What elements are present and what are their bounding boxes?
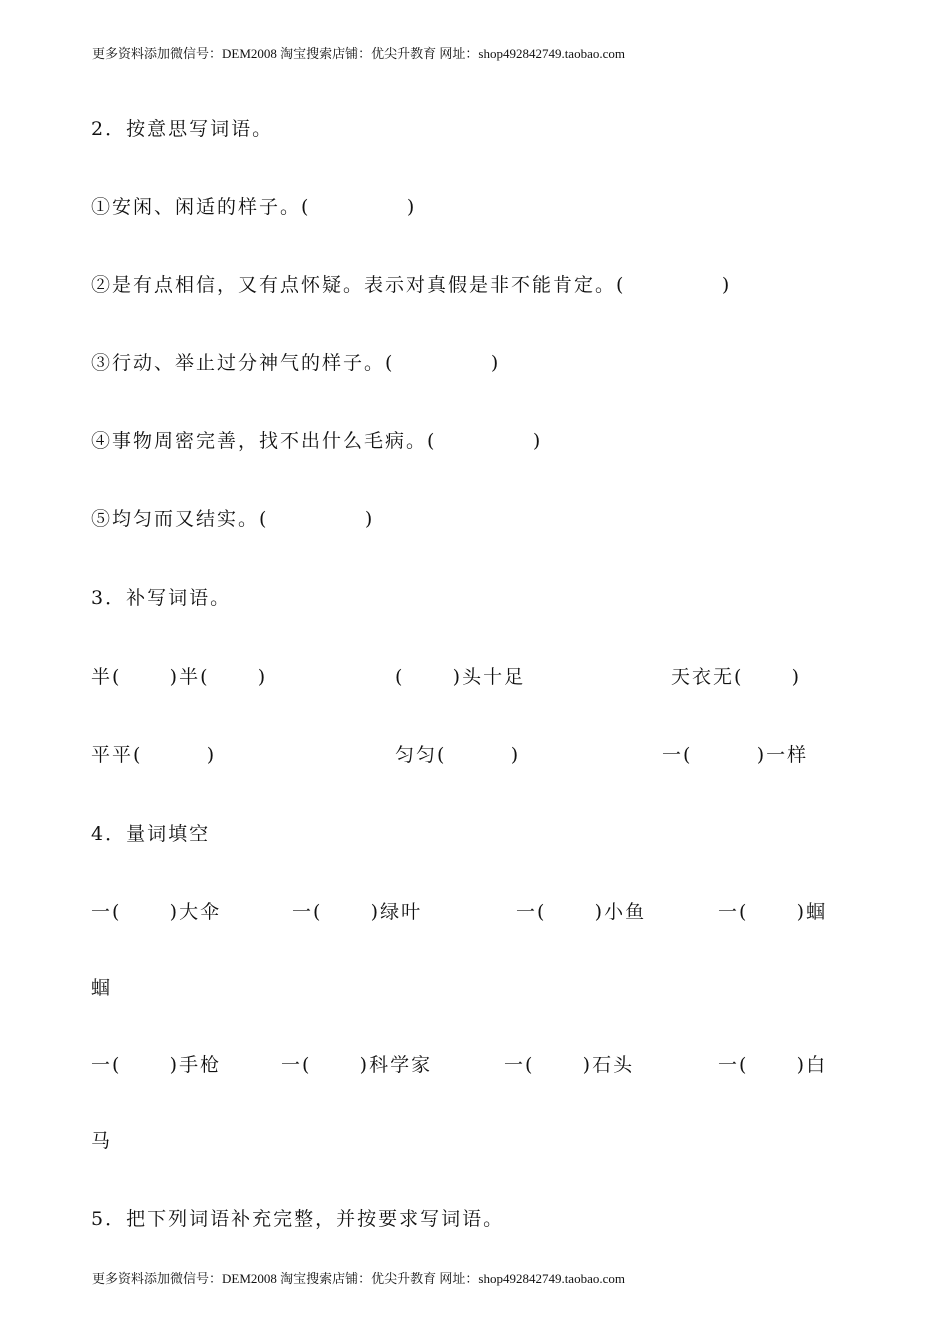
q2-item-5: ⑤均匀而又结实。( ) <box>91 508 375 530</box>
q5-title: 5．把下列词语补充完整，并按要求写词语。 <box>91 1208 505 1230</box>
q3-blank-5: 匀匀( ) <box>395 744 521 766</box>
q4-title: 4．量词填空 <box>91 823 211 845</box>
q4-row-2 <box>0 1050 950 1076</box>
q3-blank-2: ( )头十足 <box>395 666 526 688</box>
q4-blank-7: 一( )石头 <box>504 1054 635 1076</box>
q4-blank-3: 一( )小鱼 <box>516 901 647 923</box>
q3-row-1 <box>0 662 950 688</box>
q4-blank-6: 一( )科学家 <box>281 1054 433 1076</box>
q4-blank-4: 一( )蝈 <box>718 901 828 923</box>
q4-blank-2: 一( )绿叶 <box>292 901 423 923</box>
q4-blank-5: 一( )手枪 <box>91 1054 222 1076</box>
q3-blank-1: 半( )半( ) <box>91 666 268 688</box>
q2-item-2: ②是有点相信，又有点怀疑。表示对真假是非不能肯定。( ) <box>91 274 732 296</box>
q4-blank-8: 一( )白 <box>718 1054 828 1076</box>
q4-row-2-wrap: 马 <box>91 1130 113 1152</box>
q3-blank-6: 一( )一样 <box>662 744 809 766</box>
q3-blank-3: 天衣无( ) <box>671 666 802 688</box>
q4-row-1-wrap: 蝈 <box>91 977 113 999</box>
q2-item-3: ③行动、举止过分神气的样子。( ) <box>91 352 501 374</box>
q3-row-2 <box>0 740 950 766</box>
q2-item-1: ①安闲、闲适的样子。( ) <box>91 196 417 218</box>
page-footer: 更多资料添加微信号：DEM2008 淘宝搜索店铺：优尖升教育 网址：shop492842749.taobao.com <box>92 1271 625 1286</box>
page-header: 更多资料添加微信号：DEM2008 淘宝搜索店铺：优尖升教育 网址：shop492842749.taobao.com <box>92 46 625 61</box>
q2-title: 2．按意思写词语。 <box>91 118 274 140</box>
q4-blank-1: 一( )大伞 <box>91 901 222 923</box>
q3-title: 3．补写词语。 <box>91 587 232 609</box>
q3-blank-4: 平平( ) <box>91 744 217 766</box>
q4-row-1 <box>0 897 950 923</box>
q2-item-4: ④事物周密完善，找不出什么毛病。( ) <box>91 430 543 452</box>
